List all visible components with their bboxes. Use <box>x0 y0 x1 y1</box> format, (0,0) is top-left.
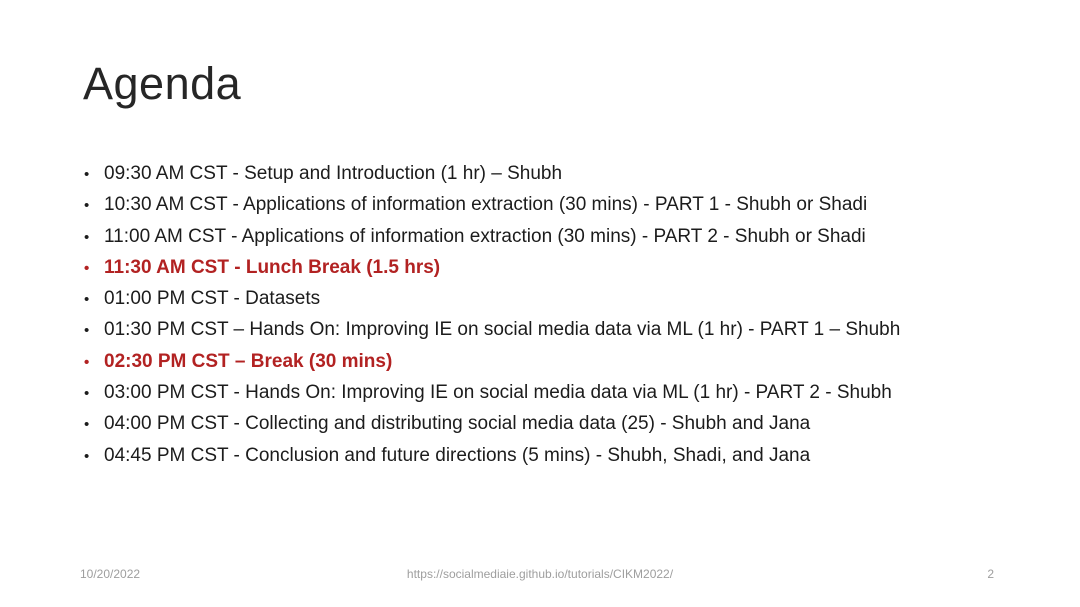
bullet-icon: • <box>84 291 90 309</box>
footer-url: https://socialmediaie.github.io/tutorials/CIKM2022/ <box>406 567 674 581</box>
agenda-item <box>84 315 1024 346</box>
slide-page-number: 2 <box>987 567 994 581</box>
bullet-icon: • <box>84 259 90 277</box>
bullet-icon: • <box>84 228 90 246</box>
agenda-item-text: 11:30 AM CST - Lunch Break (1.5 hrs) <box>104 256 441 278</box>
agenda-item <box>84 159 1024 190</box>
footer-date: 10/20/2022 <box>80 567 141 581</box>
agenda-item-text: 02:30 PM CST – Break (30 mins) <box>104 350 393 372</box>
bullet-icon: • <box>84 385 90 403</box>
agenda-item <box>84 253 1024 284</box>
agenda-item-text: 01:00 PM CST - Datasets <box>104 288 321 310</box>
agenda-item <box>84 378 1024 409</box>
agenda-item <box>84 222 1024 253</box>
agenda-item-text: 01:30 PM CST – Hands On: Improving IE on social media data via ML (1 hr) - PART 1 – Shubh <box>104 319 901 341</box>
bullet-icon: • <box>84 416 90 434</box>
agenda-item-text: 09:30 AM CST - Setup and Introduction (1 hr) – Shubh <box>104 163 563 184</box>
bullet-icon: • <box>84 353 90 371</box>
agenda-item-text: 10:30 AM CST - Applications of information extraction (30 mins) - PART 1 - Shubh or Shadi <box>104 194 868 216</box>
agenda-list <box>84 159 1024 472</box>
agenda-item-text: 11:00 AM CST - Applications of information extraction (30 mins) - PART 2 - Shubh or Shadi <box>104 225 866 247</box>
bullet-icon: • <box>84 447 90 465</box>
agenda-item <box>84 409 1024 440</box>
bullet-icon: • <box>84 166 90 183</box>
agenda-item <box>84 347 1024 378</box>
bullet-icon: • <box>84 197 90 215</box>
agenda-item <box>84 284 1024 315</box>
agenda-item-text: 04:00 PM CST - Collecting and distributing social media data (25) - Shubh and Jana <box>104 413 811 435</box>
agenda-item-text: 04:45 PM CST - Conclusion and future directions (5 mins) - Shubh, Shadi, and Jana <box>104 444 811 466</box>
agenda-item <box>84 190 1024 221</box>
agenda-item-text: 03:00 PM CST - Hands On: Improving IE on social media data via ML (1 hr) - PART 2 - Shubh <box>104 382 892 404</box>
agenda-item <box>84 441 1024 472</box>
slide-title: Agenda <box>83 58 242 109</box>
bullet-icon: • <box>84 322 90 340</box>
